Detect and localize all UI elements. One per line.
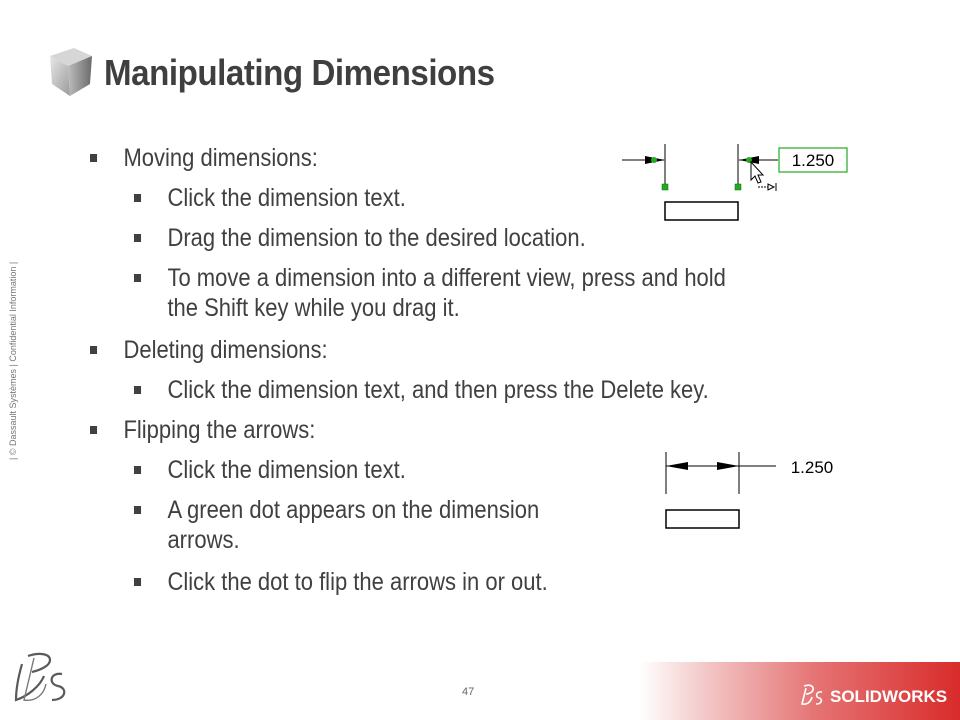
solidworks-logo (800, 682, 950, 708)
svg-text:SOLIDWORKS: SOLIDWORKS (830, 687, 948, 706)
mouse-cursor-icon (751, 162, 776, 191)
confidentiality-note: | © Dassault Systèmes | Confidential Information | (8, 261, 18, 460)
bullet-mark (134, 274, 141, 282)
bullet-mark (134, 234, 141, 242)
green-dot[interactable] (651, 157, 657, 163)
bullet-mark (134, 386, 141, 394)
flipping-dimension-diagram (660, 450, 850, 532)
moving-dimension-diagram (618, 140, 858, 222)
dimension-text[interactable]: 1.250 (791, 151, 835, 170)
page-title: Manipulating Dimensions (104, 52, 495, 93)
dimension-text[interactable]: 1.250 (790, 458, 834, 477)
bullet-mark (134, 466, 141, 474)
bullet-mark (134, 506, 141, 514)
title-cube-icon (44, 44, 100, 100)
bullet-mark (90, 426, 97, 434)
bullet-mark (134, 194, 141, 202)
bullet-mark (134, 578, 141, 586)
bullet-mark (90, 154, 97, 162)
page-number: 47 (462, 686, 475, 698)
bullet-mark (90, 346, 97, 354)
dassault-systemes-logo (10, 650, 74, 708)
